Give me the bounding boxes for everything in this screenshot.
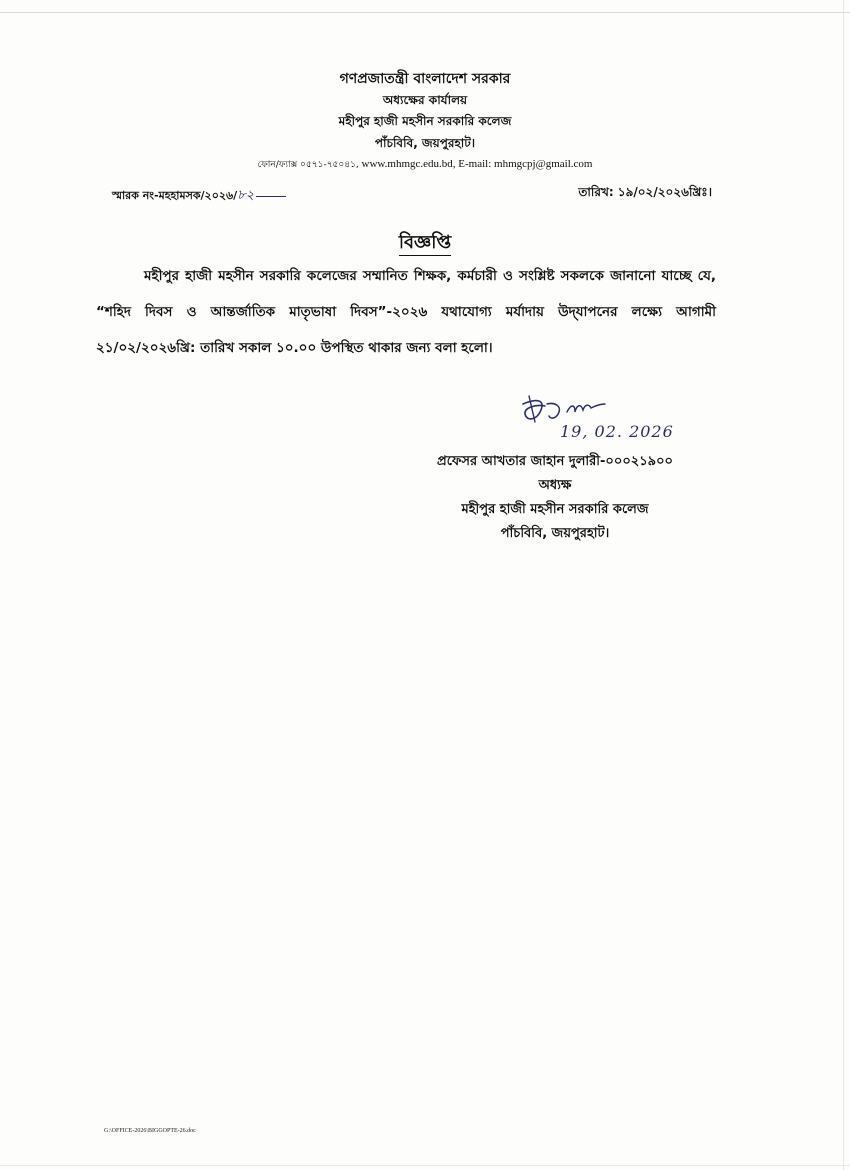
signatory-designation: অধ্যক্ষ (538, 478, 572, 493)
memo-label: স্মারক নং-মহহামসক/২০২৬/ (112, 189, 238, 202)
file-path: G:\OFFICE-2026\BIGGOPTE-26.doc (104, 1128, 196, 1134)
phone-fax: ফোন/ফ্যাক্স ০৫৭১-৭৫০৪১, (257, 160, 359, 170)
contact-line (150, 154, 700, 175)
signatory-college: মহীপুর হাজী মহসীন সরকারি কলেজ (461, 502, 649, 517)
signature-date: 19, 02. 2026 (560, 422, 674, 441)
scan-edge-bottom (0, 1165, 850, 1166)
memo-number (112, 186, 286, 207)
signatory-block (380, 450, 730, 546)
signatory-name: প্রফেসর আখতার জাহান দুলারী-০০০২১৯০০ (436, 454, 674, 469)
memo-handwritten-number: ৮২ (237, 188, 255, 203)
college-address: পাঁচবিবি, জয়পুরহাট। (374, 136, 476, 150)
college-name: মহীপুর হাজী মহসীন সরকারি কলেজ (338, 114, 512, 128)
office-name: অধ্যক্ষের কার্যালয় (382, 93, 468, 107)
web-email: www.mhmgc.edu.bd, E-mail: mhmgcpj@gmail.com (361, 158, 593, 170)
scan-edge-top (0, 12, 850, 13)
government-name: গণপ্রজাতন্ত্রী বাংলাদেশ সরকার (339, 71, 511, 87)
letterhead (150, 68, 700, 175)
memo-underline (256, 196, 286, 197)
scan-edge-right (843, 0, 844, 1170)
notice-title-text: বিজ্ঞপ্তি (399, 232, 451, 256)
notice-title (350, 228, 500, 259)
signatory-address: পাঁচবিবি, জয়পুরহাট। (500, 526, 610, 541)
issue-date: তারিখ: ১৯/০২/২০২৬খ্রিঃ। (578, 185, 712, 199)
notice-body: মহীপুর হাজী মহসীন সরকারি কলেজের সম্মানিত শিক্ষক, কর্মচারী ও সংশ্লিষ্ট সকলকে জানানো যাচ্ছে যে, “শহিদ দিবস ও আন্তর্জাতিক মাতৃভাষা দিবস”-২০২৬ যথাযোগ্য মর্যাদায় উদ্‌যাপনের লক্ষ্যে আগামী ২১/০২/২০২৬খ্রি: তারিখ সকাল ১০.০০ উপস্থিত থাকার জন্য বলা হলো। (96, 268, 716, 356)
